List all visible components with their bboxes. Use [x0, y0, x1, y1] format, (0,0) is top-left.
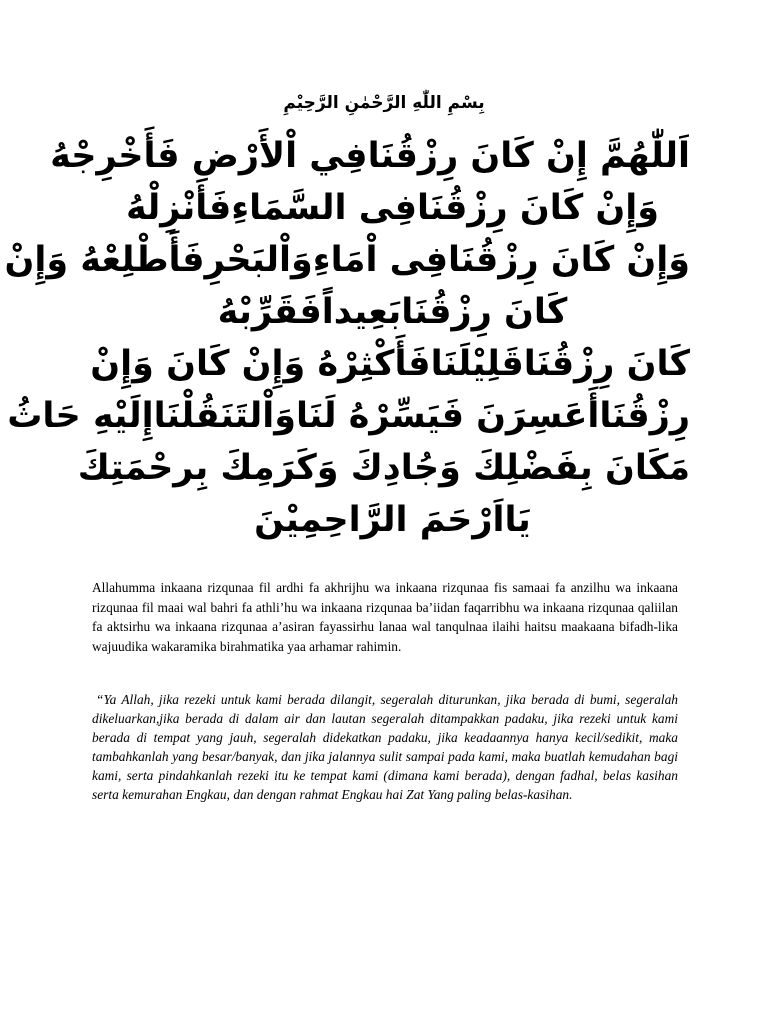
arabic-line: رِزْقُنَاأَعَسِرَنَ فَيَسِّرْهُ لَنَاوَاْلتَنَقُلْنَاإِلَيْهِ حَاثُ [7, 396, 690, 436]
arabic-line: كَانَ رِزْقُنَاقَلِيْلَنَافَأَكْثِرْهُ وَإِنْ كَانَ وَإِنْ [90, 344, 690, 384]
translation-paragraph: “Ya Allah, jika rezeki untuk kami berada dilangit, segeralah diturunkan, jika berada di bumi, segeralah dikeluarkan,jika berada di dalam air dan lautan segeralah ditampakkan padaku, jika rezeki untuk kami berada di tempat yang jauh, segeralah didekatkan padaku, jika keadaannya hanya kecil/sedikit, maka tambahkanlah yang besar/banyak, dan jika jalannya sulit sampai pada kami, maka buatlah kemudahan bagi kami, serta pindahkanlah rezeki itu ke tempat kami (dimana kami berada), dengan fadhal, belas kasihan serta kemurahan Engkau, dan dengan rahmat Engkau hai Zat Yang paling belas-kasihan. [92, 692, 678, 802]
basmala-heading: بِسْمِ اللّٰهِ الرَّحْمٰنِ الرَّحِيْمِ [283, 93, 485, 113]
transliteration-paragraph: Allahumma inkaana rizqunaa fil ardhi fa akhrijhu wa inkaana rizqunaa fis samaai fa anzilhu wa inkaana rizqunaa fil maai wal bahri fa athli’hu wa inkaana rizqunaa ba’iidan faqarribhu wa inkaana rizqunaa qaliilan fa aktsirhu wa inkaana rizqunaa a’asiran fayassirhu lanaa wal tanqulnaa ilaihi haitsu maakaana bifadh-lika wajuudika wakaramika birahmatika yaa arhamar rahimin. [92, 580, 678, 654]
arabic-line: كَانَ رِزْقُنَابَعِيداًفَقَرِّبْهُ [217, 292, 568, 332]
arabic-line: وَإِنْ كَانَ رِزْقُنَافِى السَّمَاءِفَأَنْزِلْهُ [125, 188, 660, 228]
arabic-line: مَكَانَ بِفَضْلِكَ وَجُادِكَ وَكَرَمِكَ بِرحْمَتِكَ [77, 448, 690, 488]
arabic-line: وَإِنْ كَانَ رِزْقُنَافِى اْمَاءِوَاْلبَحْرِفَأَطْلِعْهُ وَإِنْ [4, 240, 690, 280]
arabic-prayer-text [4, 130, 690, 546]
arabic-line: اَللّٰهُمَّ إِنْ كَانَ رِزْقُنَافِي اْلأَرْضِ فَأَخْرِجْهُ [50, 136, 690, 176]
arabic-line: يَااَرْحَمَ الرَّاحِمِيْنَ [254, 500, 531, 540]
